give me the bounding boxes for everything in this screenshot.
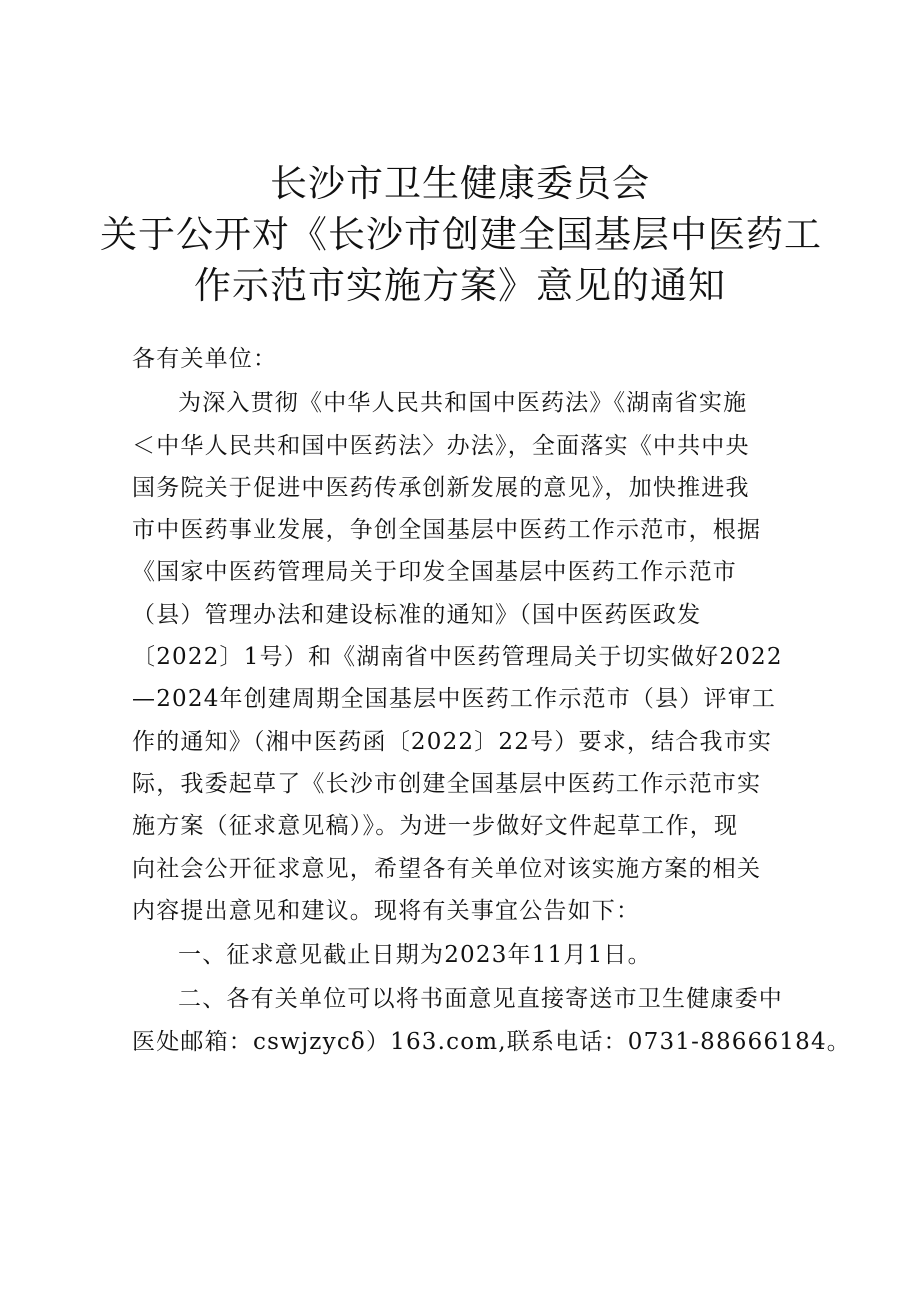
paragraph-1-line: 〔2022〕1号）和《湖南省中医药管理局关于切实做好2022 (132, 644, 783, 671)
salutation: 各有关单位： (132, 346, 278, 372)
paragraph-1-line: 国务院关于促进中医药传承创新发展的意见》，加快推进我 (132, 474, 750, 501)
item-2-contact (132, 978, 851, 1063)
paragraph-1-line: 为深入贯彻《中华人民共和国中医药法》《湖南省实施 (178, 390, 748, 417)
document-title (100, 158, 820, 311)
paragraph-1-line: 向社会公开征求意见，希望各有关单位对该实施方案的相关 (132, 855, 762, 882)
item-2-line: 医处邮箱：cswjzycδ）163.com,联系电话：0731-88666184。 (132, 1028, 851, 1055)
paragraph-1-line: —2024年创建周期全国基层中医药工作示范市（县）评审工 (132, 686, 777, 713)
paragraph-1-line: 施方案（征求意见稿）》。为进一步做好文件起草工作，现 (132, 813, 739, 840)
paragraph-1-line: 《国家中医药管理局关于印发全国基层中医药工作示范市 (132, 559, 737, 586)
title-line-3: 作示范市实施方案》意见的通知 (194, 264, 726, 307)
paragraph-1-line: 际，我委起草了《长沙市创建全国基层中医药工作示范市实 (132, 770, 762, 797)
title-line-2: 关于公开对《长沙市创建全国基层中医药工 (100, 213, 822, 256)
title-line-1: 长沙市卫生健康委员会 (270, 162, 650, 205)
paragraph-1-line: （县）管理办法和建设标准的通知》（国中医药医政发 (132, 601, 702, 628)
item-1-deadline: 一、征求意见截止日期为2023年11月1日。 (178, 942, 652, 969)
paragraph-1 (132, 382, 798, 932)
paragraph-1-line: 内容提出意见和建议。现将有关事宜公告如下： (132, 897, 641, 924)
document-body (132, 338, 851, 1063)
paragraph-1-line: 作的通知》（湘中医药函〔2022〕22号）要求，结合我市实 (132, 728, 773, 755)
item-2-line: 二、各有关单位可以将书面意见直接寄送市卫生健康委中 (178, 986, 783, 1013)
paragraph-1-line: 市中医药事业发展，争创全国基层中医药工作示范市，根据 (132, 517, 762, 544)
paragraph-1-line: ＜中华人民共和国中医药法〉办法》，全面落实《中共中央 (132, 432, 750, 459)
